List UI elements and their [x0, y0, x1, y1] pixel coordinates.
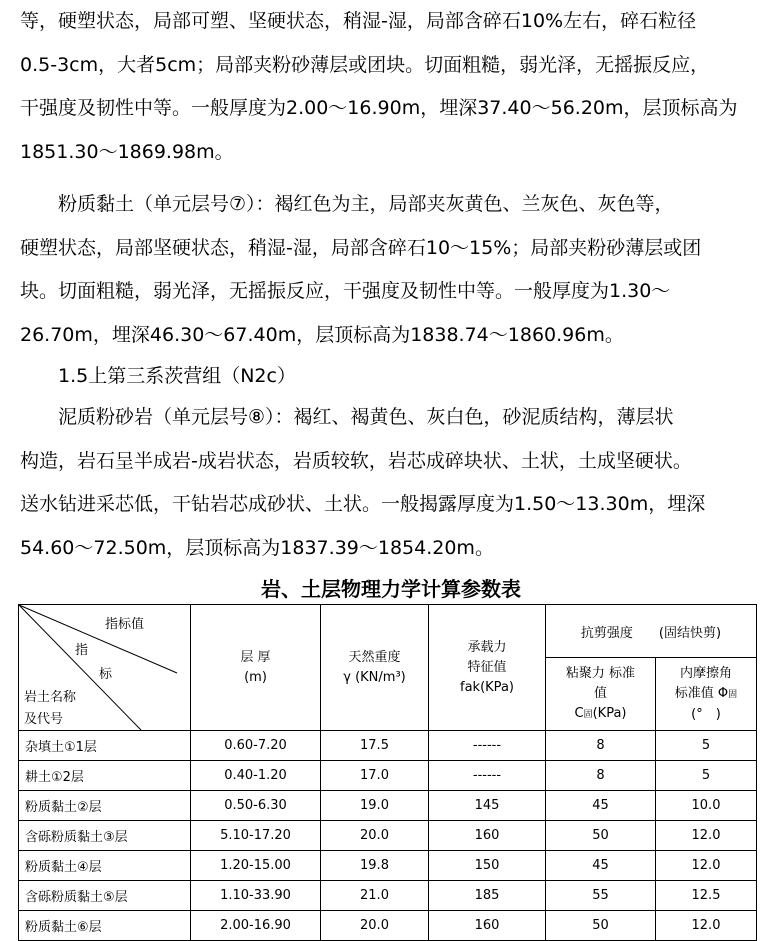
cohesion-unit: (KPa)	[592, 705, 627, 721]
table-row	[19, 761, 757, 791]
paragraph-silty-clay-7	[20, 183, 770, 357]
header-cohesion-line3	[546, 704, 655, 725]
cell-thickness: 0.60-7.20	[191, 731, 321, 761]
header-cohesion-line1: 粘聚力 标准	[565, 665, 636, 681]
header-bearing-capacity	[429, 605, 546, 731]
paragraph-silty-clay-6-continued	[20, 0, 770, 174]
text-line: 0.5-3cm，大者5cm；局部夹粉砂薄层或团块。切面粗糙，弱光泽，无摇振反应，	[20, 53, 710, 76]
header-bearing-line1: 承载力	[467, 639, 507, 655]
paragraph-muddy-siltstone-8	[20, 396, 770, 570]
header-weight-line2: γ (KN/m³)	[343, 669, 406, 685]
section-heading-text: 1.5上第三系茨营组（N2c）	[58, 365, 296, 387]
cohesion-symbol: C	[574, 705, 584, 721]
cell-bearing: 150	[429, 851, 546, 881]
cell-friction: 5	[656, 731, 757, 761]
header-friction-line2	[656, 684, 756, 705]
header-friction-angle	[656, 658, 757, 731]
cell-cohesion: 55	[546, 881, 656, 911]
table-row	[19, 881, 757, 911]
friction-symbol: 标准值 Φ	[674, 685, 729, 701]
cell-name: 杂填土①1层	[19, 731, 191, 761]
text-line: 硬塑状态，局部坚硬状态，稍湿-湿，局部含碎石10～15%；局部夹粉砂薄层或团	[20, 236, 702, 259]
cell-weight: 21.0	[321, 881, 429, 911]
text-line: 1851.30～1869.98m。	[20, 140, 234, 163]
cell-thickness: 1.20-15.00	[191, 851, 321, 881]
diag-label-indicator-value: 指标值	[105, 617, 145, 632]
cell-weight: 19.8	[321, 851, 429, 881]
cell-weight: 17.5	[321, 731, 429, 761]
header-unit-weight	[321, 605, 429, 731]
text-line: 构造，岩石呈半成岩-成岩状态，岩质较软，岩芯成碎块状、土状，土成坚硬状。	[20, 449, 692, 472]
cell-friction: 12.0	[656, 911, 757, 941]
cell-name: 含砾粉质黏土③层	[19, 821, 191, 851]
header-cohesion-line2: 值	[593, 685, 607, 701]
header-bearing-line3: fak(KPa)	[460, 679, 514, 695]
cell-name: 耕土①2层	[19, 761, 191, 791]
header-friction-line1: 内摩擦角	[679, 665, 732, 681]
text-line: 粉质黏土（单元层号⑦）：褐红色为主，局部夹灰黄色、兰灰色、灰色等，	[58, 193, 674, 215]
header-weight-line1: 天然重度	[348, 649, 401, 665]
cell-thickness: 2.00-16.90	[191, 911, 321, 941]
text-line: 块。切面粗糙，弱光泽，无摇振反应，干强度及韧性中等。一般厚度为1.30～	[20, 280, 671, 302]
cell-friction: 12.0	[656, 821, 757, 851]
header-cohesion	[546, 658, 656, 731]
cell-friction: 12.5	[656, 881, 757, 911]
cell-cohesion: 50	[546, 821, 656, 851]
cell-friction: 5	[656, 761, 757, 791]
header-shear-strength: 抗剪强度 (固结快剪)	[546, 605, 757, 658]
diag-label-indicator-1: 指	[75, 643, 89, 658]
cell-friction: 12.0	[656, 851, 757, 881]
cell-bearing: 160	[429, 821, 546, 851]
cell-thickness: 0.50-6.30	[191, 791, 321, 821]
cell-name: 粉质黏土④层	[19, 851, 191, 881]
section-heading-n2c	[20, 355, 770, 399]
cell-name: 粉质黏土⑥层	[19, 911, 191, 941]
text-line: 干强度及韧性中等。一般厚度为2.00～16.90m，埋深37.40～56.20m，层顶标高为	[20, 97, 738, 119]
cell-bearing: 145	[429, 791, 546, 821]
table-title: 岩、土层物理力学计算参数表	[261, 577, 521, 601]
cell-weight: 19.0	[321, 791, 429, 821]
header-thickness	[191, 605, 321, 731]
header-friction-line3: (° )	[691, 706, 721, 722]
cell-cohesion: 45	[546, 851, 656, 881]
cell-bearing: 160	[429, 911, 546, 941]
text-line: 等，硬塑状态，局部可塑、坚硬状态，稍湿-湿，局部含碎石10%左右，碎石粒径	[20, 10, 697, 32]
text-line: 26.70m，埋深46.30～67.40m，层顶标高为1838.74～1860.96m。	[20, 323, 624, 346]
cell-thickness: 0.40-1.20	[191, 761, 321, 791]
cell-thickness: 1.10-33.90	[191, 881, 321, 911]
cell-bearing: 185	[429, 881, 546, 911]
diag-label-indicator-2: 标	[99, 667, 113, 682]
table-row	[19, 851, 757, 881]
cell-thickness: 5.10-17.20	[191, 821, 321, 851]
table-row	[19, 731, 757, 761]
diagonal-header-cell	[19, 605, 191, 731]
table-row	[19, 911, 757, 941]
diag-label-code: 及代号	[24, 712, 64, 727]
cell-friction: 10.0	[656, 791, 757, 821]
friction-subscript: 固	[728, 689, 738, 700]
header-bearing-line2: 特征值	[467, 659, 507, 675]
cell-cohesion: 50	[546, 911, 656, 941]
cell-name: 含砾粉质黏土⑤层	[19, 881, 191, 911]
diag-label-soil-name: 岩土名称	[24, 690, 77, 705]
header-thickness-line2: (m)	[244, 669, 267, 685]
cell-bearing: ------	[429, 761, 546, 791]
cell-cohesion: 8	[546, 761, 656, 791]
text-line: 送水钻进采芯低，干钻岩芯成砂状、土状。一般揭露厚度为1.50～13.30m，埋深	[20, 493, 706, 515]
cell-cohesion: 45	[546, 791, 656, 821]
cell-bearing: ------	[429, 731, 546, 761]
cell-weight: 17.0	[321, 761, 429, 791]
cohesion-subscript: 固	[583, 709, 593, 720]
table-row	[19, 821, 757, 851]
text-line: 54.60～72.50m，层顶标高为1837.39～1854.20m。	[20, 536, 494, 559]
table-row	[19, 791, 757, 821]
cell-cohesion: 8	[546, 731, 656, 761]
cell-name: 粉质黏土②层	[19, 791, 191, 821]
cell-weight: 20.0	[321, 911, 429, 941]
cell-weight: 20.0	[321, 821, 429, 851]
text-line: 泥质粉砂岩（单元层号⑧）：褐红、褐黄色、灰白色，砂泥质结构，薄层状	[58, 406, 674, 428]
header-thickness-line1: 层 厚	[240, 649, 271, 665]
parameters-table	[18, 604, 757, 941]
